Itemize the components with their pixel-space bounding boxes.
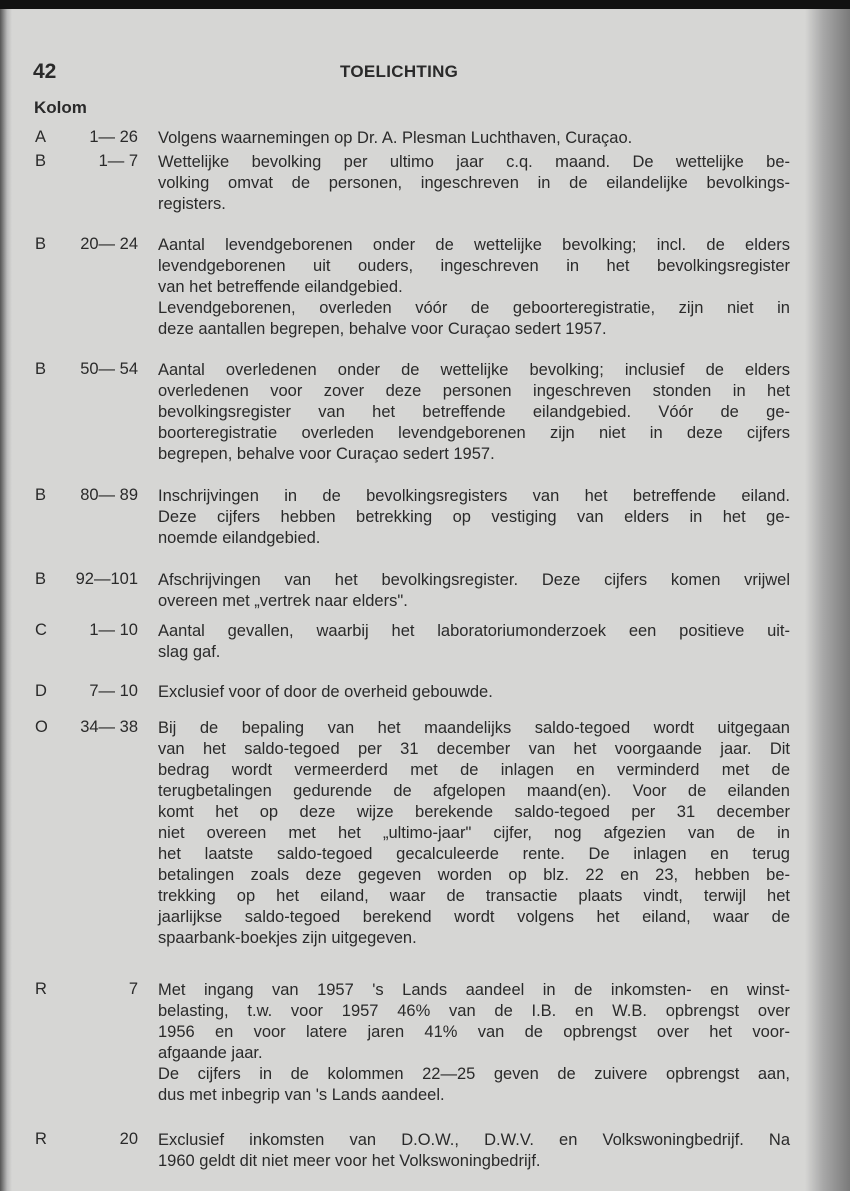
table-code: B	[35, 235, 47, 253]
note-line: Met ingang van 1957 's Lands aandeel in de inkomsten- en winst-	[158, 981, 790, 999]
column-range: 7	[128, 980, 138, 998]
note-line: afgaande jaar.	[158, 1044, 263, 1062]
scan-top-border	[0, 0, 850, 9]
note-line: belasting, t.w. voor 1957 46% van de I.B. en W.B. opbrengst over	[158, 1002, 790, 1020]
note-text	[158, 621, 790, 663]
column-range: 20— 24	[80, 235, 138, 253]
table-code: R	[35, 980, 47, 998]
note-text	[158, 980, 790, 1106]
note-text	[158, 360, 790, 465]
note-line: trekking op het eiland, waar de transactie plaats vindt, terwijl het	[158, 887, 790, 905]
note-line: Wettelijke bevolking per ultimo jaar c.q. maand. De wettelijke be-	[158, 153, 790, 171]
column-range: 1— 7	[98, 152, 138, 170]
column-range: 1— 26	[89, 128, 138, 146]
note-line: Aantal levendgeborenen onder de wettelijke bevolking; incl. de elders	[158, 236, 790, 254]
table-code: B	[35, 486, 47, 504]
note-line: slag gaf.	[158, 643, 221, 661]
note-line: Levendgeborenen, overleden vóór de geboorteregistratie, zijn niet in	[158, 299, 790, 317]
note-line: Afschrijvingen van het bevolkingsregister. Deze cijfers komen vrijwel	[158, 571, 790, 589]
page-number: 42	[33, 60, 57, 83]
note-text	[158, 1130, 790, 1172]
scan-left-edge	[0, 9, 12, 1191]
note-line: terugbetalingen gedurende de afgelopen maand(en). Voor de eilanden	[158, 782, 790, 800]
note-line: Deze cijfers hebben betrekking op vestiging van elders in het ge-	[158, 508, 790, 526]
table-code: C	[35, 621, 47, 639]
column-label: Kolom	[34, 98, 87, 117]
column-range: 1— 10	[89, 621, 138, 639]
note-line: het laatste saldo-tegoed gecalculeerde rente. De inlagen en terug	[158, 845, 790, 863]
note-line: spaarbank-boekjes zijn uitgegeven.	[158, 929, 417, 947]
note-line: van het betreffende eilandgebied.	[158, 278, 403, 296]
note-text	[158, 128, 790, 149]
note-text	[158, 718, 790, 949]
page-gutter-shadow	[805, 9, 850, 1191]
note-line: niet overeen met het „ultimo-jaar" cijfer, nog afgezien van de in	[158, 824, 790, 842]
table-code: B	[35, 570, 47, 588]
note-line: begrepen, behalve voor Curaçao sedert 1957.	[158, 445, 495, 463]
column-range: 80— 89	[80, 486, 138, 504]
column-range: 50— 54	[80, 360, 138, 378]
note-line: bevolkingsregister van het betreffende eilandgebied. Vóór de ge-	[158, 403, 790, 421]
note-line: Aantal overledenen onder de wettelijke bevolking; inclusief de elders	[158, 361, 790, 379]
column-range: 7— 10	[89, 682, 138, 700]
table-code: B	[35, 152, 47, 170]
note-line: 1960 geldt dit niet meer voor het Volkswoningbedrijf.	[158, 1152, 541, 1170]
note-line: van het saldo-tegoed per 31 december van het voorgaande jaar. Dit	[158, 740, 790, 758]
note-line: 1956 en voor latere jaren 41% van de opbrengst over het voor-	[158, 1023, 790, 1041]
column-range: 92—101	[75, 570, 138, 588]
note-line: jaarlijkse saldo-tegoed berekend wordt volgens het eiland, waar de	[158, 908, 790, 926]
note-line: overeen met „vertrek naar elders".	[158, 592, 408, 610]
note-line: Inschrijvingen in de bevolkingsregisters van het betreffende eiland.	[158, 487, 790, 505]
column-range: 20	[119, 1130, 138, 1148]
note-line: komt het op deze wijze berekende saldo-tegoed per 31 december	[158, 803, 790, 821]
note-line: Exclusief voor of door de overheid gebouwde.	[158, 683, 493, 701]
note-text	[158, 235, 790, 340]
page-title: TOELICHTING	[340, 62, 459, 81]
table-code: D	[35, 682, 47, 700]
note-line: levendgeborenen uit ouders, ingeschreven in het bevolkingsregister	[158, 257, 790, 275]
note-line: betalingen zoals deze gegeven worden op blz. 22 en 23, hebben be-	[158, 866, 790, 884]
note-line: deze aantallen begrepen, behalve voor Curaçao sedert 1957.	[158, 320, 607, 338]
table-code: R	[35, 1130, 47, 1148]
note-text	[158, 570, 790, 612]
note-text	[158, 152, 790, 215]
note-line: registers.	[158, 195, 226, 213]
column-range: 34— 38	[80, 718, 138, 736]
note-line: noemde eilandgebied.	[158, 529, 321, 547]
note-line: volking omvat de personen, ingeschreven in de eilandelijke bevolkings-	[158, 174, 790, 192]
note-line: overledenen voor zover deze personen ingeschreven stonden in het	[158, 382, 790, 400]
table-code: A	[35, 128, 47, 146]
table-code: O	[35, 718, 48, 736]
note-line: Volgens waarnemingen op Dr. A. Plesman Luchthaven, Curaçao.	[158, 129, 633, 147]
note-text	[158, 682, 790, 703]
note-line: dus met inbegrip van 's Lands aandeel.	[158, 1086, 445, 1104]
note-line: Aantal gevallen, waarbij het laboratoriumonderzoek een positieve uit-	[158, 622, 790, 640]
table-code: B	[35, 360, 47, 378]
note-line: De cijfers in de kolommen 22—25 geven de zuivere opbrengst aan,	[158, 1065, 790, 1083]
note-line: Exclusief inkomsten van D.O.W., D.W.V. en Volkswoningbedrijf. Na	[158, 1131, 790, 1149]
note-text	[158, 486, 790, 549]
note-line: boorteregistratie overleden levendgeborenen zijn niet in deze cijfers	[158, 424, 790, 442]
note-line: bedrag wordt vermeerderd met de inlagen en verminderd met de	[158, 761, 790, 779]
note-line: Bij de bepaling van het maandelijks saldo-tegoed wordt uitgegaan	[158, 719, 790, 737]
